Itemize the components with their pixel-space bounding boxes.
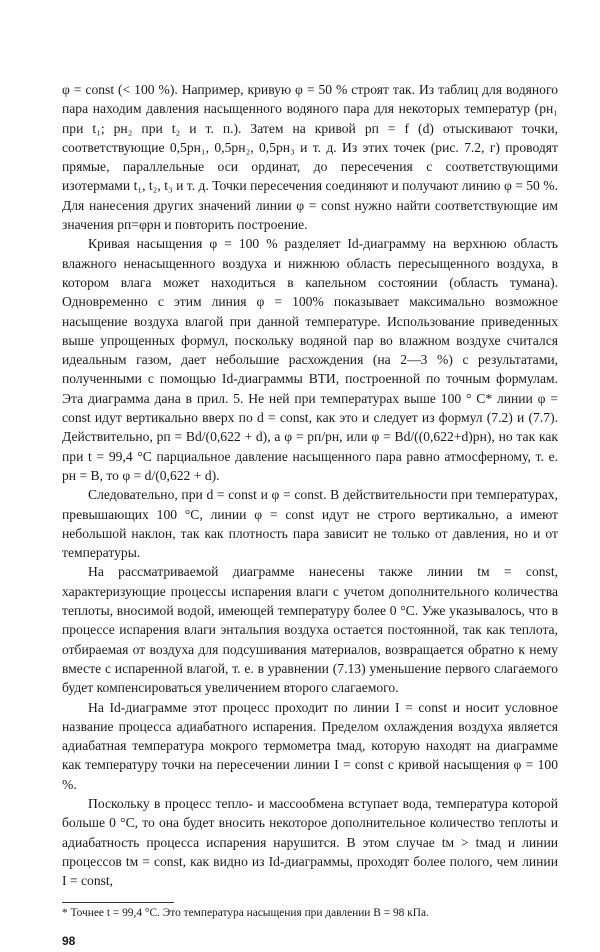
paragraph-2: Кривая насыщения φ = 100 % разделяет Id-диаграмму на верхнюю область влажного ненасыщенного воздуха и нижнюю область пересыщенного воздуха, в котором влага может находиться в капельном состоянии (область тумана). Одновременно с этим линия φ = 100% показывает максимально возможное насыщение воздуха влагой при данной температуре. Использование приведенных выше упрощенных формул, поскольку водяной пар во влажном воздухе считался идеальным газом, дает небольшие расхождения (на 2—3 %) с результатами, полученными с помощью Id-диаграммы ВТИ, построенной по точным формулам. Эта диаграмма дана в прил. 5. Не ней при температурах выше 100 ° С* линии φ = const идут вертикально вверх по d = const, как это и следует из формул (7.2) и (7.7). Действительно, pп = Bd/(0,622 + d), а φ = pп/pн, или φ = Bd/((0,622+d)pн), но так как при t = 99,4 °С парциальное давление насыщенного пара равно атмосферному, т. е. pн = B, то φ = d/(0,622 + d). [62,236,558,483]
page-body [62,80,558,952]
paragraph-1: φ = const (< 100 %). Например, кривую φ = 50 % строят так. Из таблиц для водяного пара находим давления насыщенного водяного пара для некоторых температур (pн₁ при t₁; pн₂ при t₂ и т. п.). Затем на кривой pп = f (d) отыскивают точки, соответствующие 0,5pн₁, 0,5pн₂, 0,5pн₃ и т. д. Из этих точек (рис. 7.2, г) проводят прямые, параллельные оси ординат, до пересечения с соответствующими изотермами t₁, t₂, t₃ и т. д. Точки пересечения соединяют и получают линию φ = 50 %. Для нанесения других значений линии φ = const нужно найти соответствующие им значения pп=φpн и повторить построение. [62,82,558,233]
paragraph-5: На Id-диаграмме этот процесс проходит по линии I = const и носит условное название процесса адиабатного испарения. Пределом охлаждения воздуха является адиабатная температура мокрого термометра tмад, которую находят на диаграмме как температуру точки на пересечении линии I = const с кривой насыщения φ = 100 %. [62,699,558,792]
paragraph-4: На рассматриваемой диаграмме нанесены также линии tм = const, характеризующие процессы испарения влаги с учетом дополнительного количества теплоты, вносимой водой, имеющей температуру более 0 °С. Уже указывалось, что в процессе испарения влаги энтальпия воздуха остается постоянной, так как теплота, отбираемая от воздуха для подсушивания материалов, возвращается обратно к нему вместе с испаренной влагой, т. е. в уравнении (7.13) уменьшение первого слагаемого будет компенсироваться увеличением второго слагаемого. [62,564,558,696]
footnote: * Точнее t = 99,4 °С. Это температура насыщения при давлении B = 98 кПа. [62,907,429,920]
page-number: 98 [62,934,76,949]
paragraph-3: Следовательно, при d = const и φ = const. В действительности при температурах, превышающих 100 °С, линии φ = const идут не строго вертикально, а имеют небольшой наклон, так как плотность пара зависит не только от давления, но и от температуры. [62,487,558,561]
footnote-divider [62,902,174,903]
paragraph-6: Поскольку в процесс тепло- и массообмена вступает вода, температура которой больше 0 °С, то она будет вносить некоторое дополнительное количество теплоты и адиабатность процесса испарения нарушится. В этом случае tм > tмад и линии процессов tм = const, как видно из Id-диаграммы, проходят более полого, чем линии I = const, [62,795,558,889]
